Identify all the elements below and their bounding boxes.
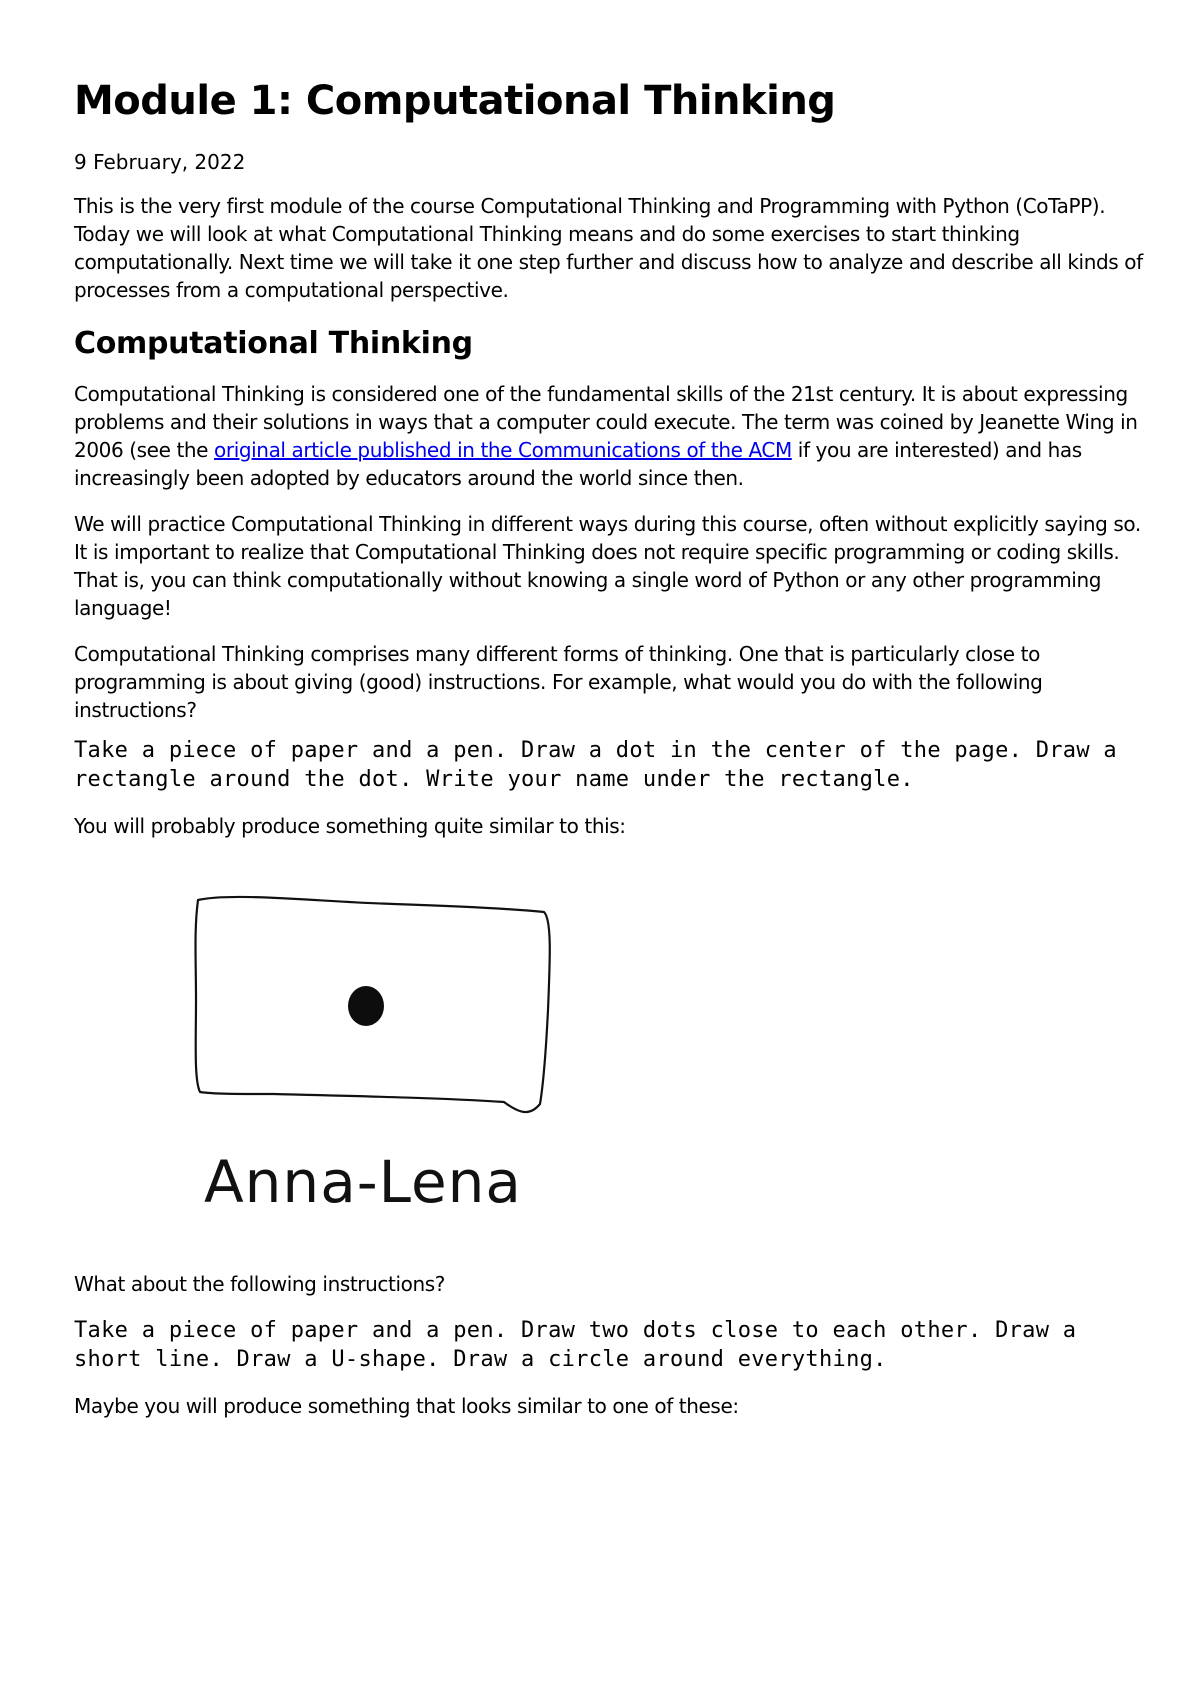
drawing-name-label: Anna-Lena	[204, 1148, 522, 1216]
page-title: Module 1: Computational Thinking	[74, 78, 836, 124]
rectangle-drawing-figure	[174, 880, 574, 1220]
paragraph-definition	[74, 380, 1144, 492]
instructions-block-1: Take a piece of paper and a pen. Draw a dot in the center of the page. Draw a rectangle around the dot. Write your name under the rectangle.	[74, 738, 1117, 792]
paragraph-instructions-2-intro: What about the following instructions?	[74, 1272, 445, 1296]
acm-article-link[interactable]: original article published in the Communications of the ACM	[214, 438, 792, 462]
paragraph-definition-text-end: if you are interested) and has increasingly been adopted by educators around the world since then.	[74, 438, 1082, 490]
drawn-dot	[348, 986, 384, 1026]
section-heading: Computational Thinking	[74, 326, 473, 361]
paragraph-definition-text-start: Computational Thinking is considered one of the fundamental skills of the 21st century. It is about expressing problems and their solutions in ways that a computer could execute. The term was coined by Jeanette Wing in 2006 (see the	[74, 382, 1138, 462]
paragraph-instructions-intro: Computational Thinking comprises many different forms of thinking. One that is particularly close to programming is about giving (good) instructions. For example, what would you do with the following instructions?	[74, 642, 1043, 722]
paragraph-result-1: You will probably produce something quite similar to this:	[74, 814, 626, 838]
instructions-block-2: Take a piece of paper and a pen. Draw two dots close to each other. Draw a short line. Draw a U-shape. Draw a circle around everything.	[74, 1318, 1077, 1372]
publish-date: 9 February, 2022	[74, 150, 246, 174]
paragraph-result-2: Maybe you will produce something that looks similar to one of these:	[74, 1394, 739, 1418]
intro-paragraph: This is the very first module of the course Computational Thinking and Programming with Python (CoTaPP). Today we will look at what Computational Thinking means and do some exercises to start thinking computationally. Next time we will take it one step further and discuss how to analyze and describe all kinds of processes from a computational perspective.	[74, 194, 1143, 302]
paragraph-practice: We will practice Computational Thinking in different ways during this course, often without explicitly saying so. It is important to realize that Computational Thinking does not require specific programming or coding skills. That is, you can think computationally without knowing a single word of Python or any other programming language!	[74, 512, 1141, 620]
